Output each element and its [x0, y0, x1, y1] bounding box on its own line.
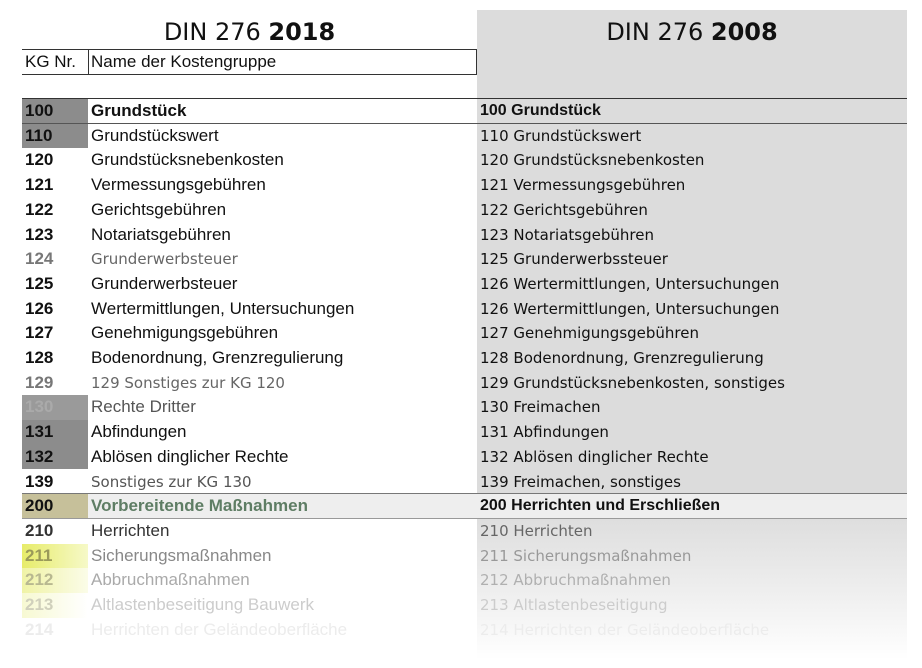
kg-name-2008: 110 Grundstückswert — [480, 126, 642, 145]
kg-number: 130 — [22, 395, 88, 420]
kg-name-2018: Grunderwerbsteuer — [91, 273, 238, 293]
kg-name-2018: Genehmigungsgebühren — [91, 323, 279, 343]
kg-name-2018: Bodenordnung, Grenzregulierung — [91, 348, 344, 367]
table-row — [22, 346, 907, 371]
kg-name-2018: Herrichten — [91, 520, 170, 540]
table-row — [22, 544, 907, 569]
kg-name-2018: Abbruchmaßnahmen — [91, 570, 250, 590]
kg-name-2008: 132 Ablösen dinglicher Rechte — [480, 447, 709, 466]
kg-name-2008: 123 Notariatsgebühren — [480, 225, 654, 244]
table-row — [22, 494, 907, 519]
kg-name-2008: 126 Wertermittlungen, Untersuchungen — [480, 274, 780, 293]
table-row — [22, 124, 907, 149]
table-row — [22, 395, 907, 420]
kg-number: 212 — [22, 568, 88, 593]
kg-name-2008: 212 Abbruchmaßnahmen — [480, 571, 671, 590]
kg-name-2008: 213 Altlastenbeseitigung — [480, 596, 668, 614]
header-right-border — [476, 49, 477, 74]
kg-name-2008: 129 Grundstücksnebenkosten, sonstiges — [480, 373, 785, 392]
table-row — [22, 173, 907, 198]
table-row — [22, 445, 907, 470]
kg-name-2008: 127 Genehmigungsgebühren — [480, 324, 700, 343]
kg-name-2018: Grunderwerbsteuer — [91, 250, 238, 269]
kg-number: 126 — [25, 298, 54, 318]
table-row — [22, 99, 907, 124]
kg-number: 214 — [25, 619, 54, 639]
kg-number: 200 — [22, 494, 88, 519]
header-name: Name der Kostengruppe — [91, 52, 277, 71]
kg-name-2008: 128 Bodenordnung, Grenzregulierung — [480, 349, 764, 367]
kg-name-2008: 214 Herrichten der Geländeoberfläche — [480, 620, 770, 639]
table-row — [22, 568, 907, 593]
kg-number: 124 — [25, 249, 54, 269]
kg-name-2018: Ablösen dinglicher Rechte — [91, 446, 289, 466]
title-din-2008: DIN 276 2008 — [606, 18, 778, 46]
group-200-bottom-rule — [22, 518, 907, 519]
table-row — [22, 198, 907, 223]
kg-number: 128 — [25, 348, 54, 367]
kg-number: 122 — [25, 199, 54, 219]
kg-number: 123 — [25, 224, 54, 244]
kg-name-2008: 200 Herrichten und Erschließen — [480, 497, 721, 515]
kg-name-2018: 129 Sonstiges zur KG 120 — [91, 373, 285, 392]
table-row — [22, 247, 907, 272]
kg-name-2018: Rechte Dritter — [91, 397, 196, 417]
kg-name-2018: Notariatsgebühren — [91, 224, 231, 244]
kg-name-2008: 131 Abfindungen — [480, 423, 609, 442]
kg-name-2008: 120 Grundstücksnebenkosten — [480, 151, 705, 170]
kg-number: 131 — [22, 420, 88, 445]
kg-name-2018: Grundstückswert — [91, 125, 219, 145]
kg-name-2018: Wertermittlungen, Untersuchungen — [91, 298, 355, 318]
kg-name-2018: Gerichtsgebühren — [91, 199, 227, 219]
table-row — [22, 593, 907, 618]
table-row — [22, 420, 907, 445]
kg-name-2018: Vermessungsgebühren — [91, 175, 266, 195]
kg-name-2018: Sonstiges zur KG 130 — [91, 472, 252, 491]
kg-number: 120 — [25, 150, 54, 170]
kg-name-2018: Sicherungsmaßnahmen — [91, 545, 272, 565]
kg-number: 125 — [25, 273, 54, 293]
kg-number: 132 — [22, 445, 88, 470]
kg-number: 213 — [22, 593, 88, 618]
header-kg-nr: KG Nr. — [25, 52, 77, 71]
kg-number: 110 — [22, 124, 88, 149]
header-bottom-rule — [22, 74, 477, 75]
kg-name-2018: Grundstück — [91, 101, 187, 120]
kg-number: 129 — [25, 372, 54, 392]
table-row — [22, 321, 907, 346]
kg-number: 210 — [25, 520, 54, 540]
header-column-divider — [88, 49, 89, 74]
table-row — [22, 272, 907, 297]
kg-number: 211 — [22, 544, 88, 569]
kg-name-2008: 211 Sicherungsmaßnahmen — [480, 546, 692, 565]
table-row — [22, 371, 907, 396]
kg-name-2018: Herrichten der Geländeoberfläche — [91, 619, 348, 639]
kg-name-2008: 139 Freimachen, sonstiges — [480, 472, 681, 491]
table-row — [22, 618, 907, 643]
kg-name-2018: Vorbereitende Maßnahmen — [91, 496, 308, 516]
kg-number: 121 — [25, 175, 54, 195]
kg-number: 139 — [25, 471, 54, 491]
table-row — [22, 297, 907, 322]
table-row — [22, 223, 907, 248]
kg-number: 127 — [25, 323, 54, 343]
kg-number: 100 — [22, 99, 88, 124]
kg-name-2018: Abfindungen — [91, 422, 187, 442]
kg-name-2018: Grundstücksnebenkosten — [91, 150, 284, 170]
kg-name-2008: 125 Grunderwerbssteuer — [480, 250, 668, 269]
group-100-rule — [22, 123, 907, 124]
table-row — [22, 519, 907, 544]
kg-name-2018: Altlastenbeseitigung Bauwerk — [91, 595, 315, 614]
table-row — [22, 470, 907, 495]
kg-name-2008: 122 Gerichtsgebühren — [480, 200, 648, 219]
group-200-top-rule — [22, 493, 907, 494]
title-din-2018: DIN 276 2018 — [163, 18, 336, 46]
kg-name-2008: 130 Freimachen — [480, 398, 601, 417]
kg-name-2008: 100 Grundstück — [480, 102, 601, 119]
kg-name-2008: 126 Wertermittlungen, Untersuchungen — [480, 299, 780, 318]
kg-name-2008: 121 Vermessungsgebühren — [480, 176, 686, 195]
kg-name-2008: 210 Herrichten — [480, 521, 593, 540]
table-row — [22, 148, 907, 173]
